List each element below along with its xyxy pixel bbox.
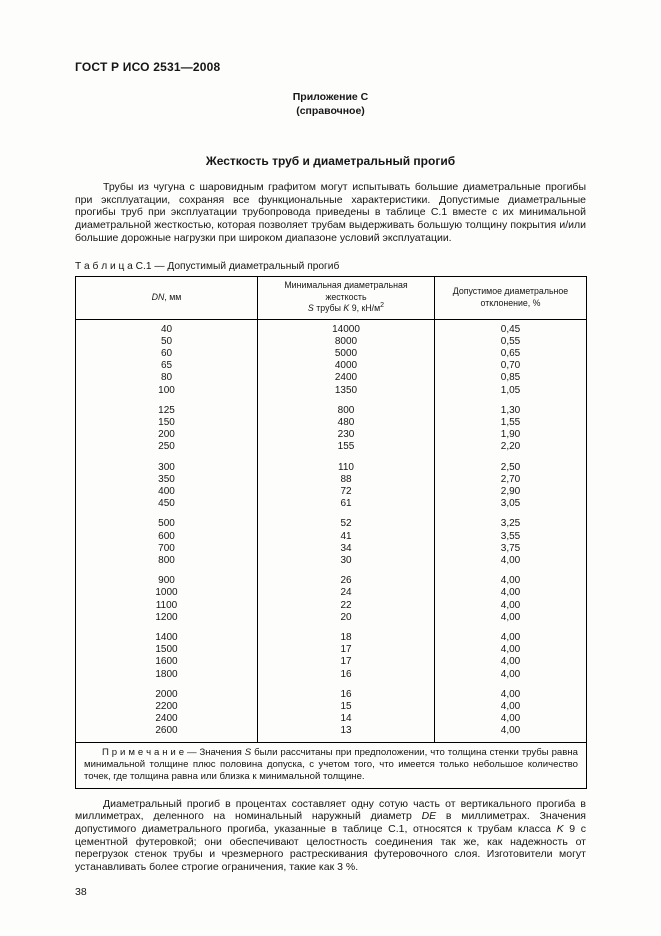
- table-cell: 52: [258, 514, 435, 530]
- table-row: [76, 531, 587, 543]
- intro-paragraph: Трубы из чугуна с шаровидным графитом могут испытывать большие диаметральные прогибы при эксплуатации, сохраняя все функциональные характеристики. Допустимые диаметральные прогибы труб при эксплуатации трубопровода приведены в таблице С.1 вместе с их минимальной диаметральной жесткостью, которая позволяет трубам выдерживать большую толщину покрытия и/или большие дорожные нагрузки при широком диапазоне условий эксплуатации.: [75, 181, 586, 244]
- table-row: [76, 417, 587, 429]
- table-cell: 2600: [76, 725, 258, 742]
- table-cell: 16: [258, 669, 435, 685]
- table-row: [76, 628, 587, 644]
- table-cell: 200: [76, 429, 258, 441]
- note-text: П р и м е ч а н и е — Значения S были рассчитаны при предположении, что толщина стенки трубы равна минимальной толщине плюс половина допуска, с учетом того, что имеется только небольшое количество точек, где толщина равна или близка к минимальной толщине.: [84, 746, 578, 782]
- table-cell: 4,00: [435, 628, 587, 644]
- table-cell: 350: [76, 474, 258, 486]
- table-group: [76, 319, 587, 401]
- table-cell: 4,00: [435, 669, 587, 685]
- table-cell: 40: [76, 319, 258, 336]
- table-group: [76, 685, 587, 742]
- table-cell: 150: [76, 417, 258, 429]
- table-row: [76, 612, 587, 628]
- table-cell: 30: [258, 555, 435, 571]
- table-cell: 41: [258, 531, 435, 543]
- page-number: 38: [75, 885, 87, 898]
- table-row: [76, 587, 587, 599]
- table-group: [76, 571, 587, 628]
- table-cell: 0,55: [435, 336, 587, 348]
- table-cell: 230: [258, 429, 435, 441]
- table-cell: 50: [76, 336, 258, 348]
- table-row: [76, 656, 587, 668]
- table-cell: 34: [258, 543, 435, 555]
- table-cell: 4,00: [435, 587, 587, 599]
- table-row: [76, 348, 587, 360]
- table-cell: 480: [258, 417, 435, 429]
- table-cell: 3,55: [435, 531, 587, 543]
- table-cell: 250: [76, 441, 258, 457]
- table-row: [76, 543, 587, 555]
- table-cell: 0,85: [435, 372, 587, 384]
- table-cell: 61: [258, 498, 435, 514]
- table-cell: 1350: [258, 385, 435, 401]
- table-cell: 3,75: [435, 543, 587, 555]
- table-row: [76, 701, 587, 713]
- table-row: [76, 372, 587, 384]
- table-cell: 17: [258, 644, 435, 656]
- table-row: [76, 441, 587, 457]
- table-cell: 4000: [258, 360, 435, 372]
- table-cell: 600: [76, 531, 258, 543]
- table-cell: 20: [258, 612, 435, 628]
- table-row: [76, 474, 587, 486]
- table-cell: 450: [76, 498, 258, 514]
- table-cell: 700: [76, 543, 258, 555]
- table-row: [76, 385, 587, 401]
- col-header-dn: DN, мм: [76, 276, 258, 319]
- table-cell: 4,00: [435, 725, 587, 742]
- table-row: [76, 669, 587, 685]
- table-cell: 300: [76, 458, 258, 474]
- table-cell: 2000: [76, 685, 258, 701]
- table-cell: 4,00: [435, 571, 587, 587]
- appendix-heading: [75, 90, 586, 118]
- table-cell: 14: [258, 713, 435, 725]
- table-cell: 0,45: [435, 319, 587, 336]
- table-cell: 2,70: [435, 474, 587, 486]
- table-cell: 80: [76, 372, 258, 384]
- table-row: [76, 514, 587, 530]
- table-cell: 500: [76, 514, 258, 530]
- table-cell: 4,00: [435, 555, 587, 571]
- table-cell: 2400: [258, 372, 435, 384]
- table-cell: 110: [258, 458, 435, 474]
- table-cell: 26: [258, 571, 435, 587]
- table-cell: 24: [258, 587, 435, 599]
- col-header-stiffness-line2: S трубы K 9, $кН/м^2$: [307, 302, 385, 314]
- table-row: [76, 498, 587, 514]
- section-title: Жесткость труб и диаметральный прогиб: [205, 154, 456, 168]
- table-cell: 800: [76, 555, 258, 571]
- table-cell: 5000: [258, 348, 435, 360]
- table-cell: 2,50: [435, 458, 587, 474]
- table-row: [76, 458, 587, 474]
- table-cell: 1600: [76, 656, 258, 668]
- appendix-label: Приложение С: [292, 91, 369, 103]
- table-cell: 22: [258, 600, 435, 612]
- table-row: [76, 336, 587, 348]
- table-cell: 1100: [76, 600, 258, 612]
- table-cell: 18: [258, 628, 435, 644]
- note-row: [76, 742, 587, 788]
- table-group: [76, 514, 587, 571]
- table-row: [76, 401, 587, 417]
- table-cell: 1800: [76, 669, 258, 685]
- table-cell: 155: [258, 441, 435, 457]
- table-cell: 17: [258, 656, 435, 668]
- col-header-deviation: Допустимое диаметральное отклонение, %: [435, 276, 587, 319]
- table-cell: 2200: [76, 701, 258, 713]
- table-row: [76, 713, 587, 725]
- table-row: [76, 360, 587, 372]
- col-header-stiffness: [258, 276, 435, 319]
- table-cell: 8000: [258, 336, 435, 348]
- table-cell: 1,90: [435, 429, 587, 441]
- table-cell: 65: [76, 360, 258, 372]
- table-cell: 60: [76, 348, 258, 360]
- table-cell: 1500: [76, 644, 258, 656]
- table-cell: 3,25: [435, 514, 587, 530]
- table-cell: 15: [258, 701, 435, 713]
- table-cell: 900: [76, 571, 258, 587]
- table-group: [76, 458, 587, 515]
- table-cell: 2400: [76, 713, 258, 725]
- table-cell: 13: [258, 725, 435, 742]
- table-cell: 1000: [76, 587, 258, 599]
- table-cell: 1,55: [435, 417, 587, 429]
- table-cell: 4,00: [435, 685, 587, 701]
- table-cell: 100: [76, 385, 258, 401]
- table-cell: 4,00: [435, 713, 587, 725]
- deflection-table: [75, 276, 587, 789]
- table-group: [76, 401, 587, 458]
- note-cell: [76, 742, 587, 788]
- table-cell: 4,00: [435, 612, 587, 628]
- appendix-type: (справочное): [296, 105, 365, 117]
- table-cell: 4,00: [435, 701, 587, 713]
- table-cell: 125: [76, 401, 258, 417]
- table-cell: 1,30: [435, 401, 587, 417]
- table-cell: 14000: [258, 319, 435, 336]
- table-cell: 0,65: [435, 348, 587, 360]
- table-row: [76, 644, 587, 656]
- table-row: [76, 319, 587, 336]
- table-cell: 400: [76, 486, 258, 498]
- table-cell: 1,05: [435, 385, 587, 401]
- table-group: [76, 628, 587, 685]
- table-cell: 88: [258, 474, 435, 486]
- col-header-stiffness-line1: Минимальная диаметральная жесткость: [284, 280, 408, 302]
- table-cell: 4,00: [435, 600, 587, 612]
- document-code: ГОСТ Р ИСО 2531—2008: [75, 60, 221, 74]
- table-row: [76, 429, 587, 441]
- table-row: [76, 600, 587, 612]
- closing-paragraph: Диаметральный прогиб в процентах составляет одну сотую часть от вертикального прогиба в миллиметрах, деленного на номинальный наружный диаметр DE в миллиметрах. Значения допустимого диаметрального прогиба, указанные в таблице С.1, относятся к трубам класса K 9 с цементной футеровкой; они обеспечивают целостность соединения так же, как надежность от перегрузок стенок трубы и чрезмерного растрескивания футеровочного слоя. Изготовители могут устанавливать более строгие ограничения, такие как 3 %.: [75, 797, 586, 874]
- table-cell: 800: [258, 401, 435, 417]
- table-row: [76, 685, 587, 701]
- table-cell: 72: [258, 486, 435, 498]
- table-row: [76, 486, 587, 498]
- table-row: [76, 571, 587, 587]
- table-note: [76, 742, 587, 788]
- table-header: [76, 276, 587, 319]
- table-cell: 2,90: [435, 486, 587, 498]
- table-cell: 0,70: [435, 360, 587, 372]
- table-row: [76, 725, 587, 742]
- table-cell: 3,05: [435, 498, 587, 514]
- table-cell: 4,00: [435, 656, 587, 668]
- table-row: [76, 555, 587, 571]
- table-cell: 2,20: [435, 441, 587, 457]
- table-cell: 4,00: [435, 644, 587, 656]
- table-cell: 16: [258, 685, 435, 701]
- table-cell: 1200: [76, 612, 258, 628]
- table-cell: 1400: [76, 628, 258, 644]
- table-caption: Т а б л и ц а С.1 — Допустимый диаметральный прогиб: [75, 260, 340, 272]
